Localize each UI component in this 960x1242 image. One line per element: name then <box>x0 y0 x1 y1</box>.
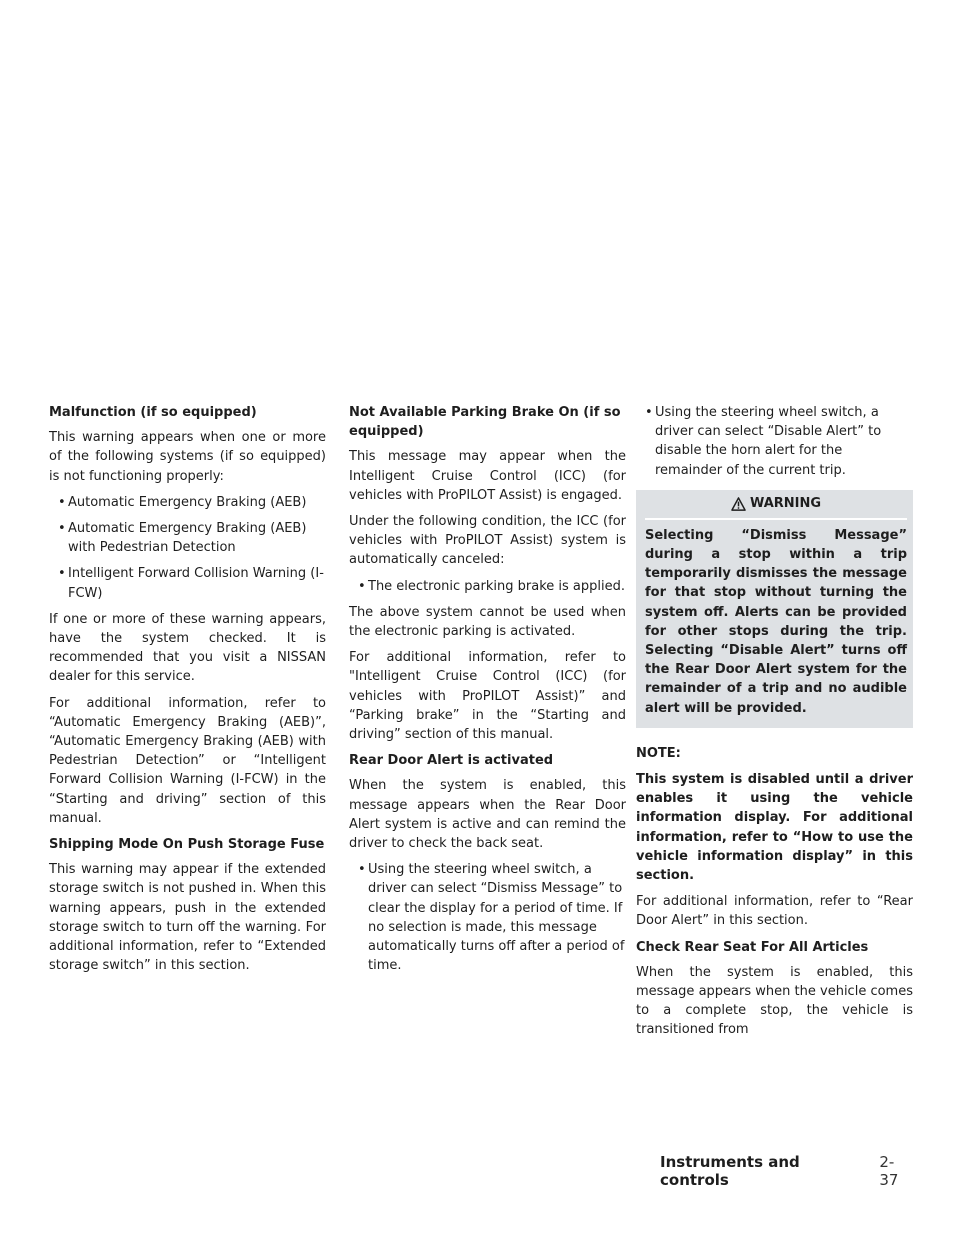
list-item-text: Automatic Emergency Braking (AEB) with Pedestrian Detection <box>68 521 307 556</box>
paragraph: Under the following condition, the ICC (for vehicles with ProPILOT Assist) system is automatically canceled: <box>349 514 626 568</box>
paragraph: The above system cannot be used when the electronic parking is activated. <box>349 604 626 640</box>
paragraph: This warning may appear if the extended storage switch is not pushed in. When this warning appears, push in the extended storage switch to turn off the warning. For additional information, refer to “Extended storage switch” in this section. <box>49 862 326 974</box>
paragraph: If one or more of these warning appears, have the system checked. It is recommended that you visit a NISSAN dealer for this service. <box>49 611 326 685</box>
heading-parking-brake: Not Available Parking Brake On (if so equipped) <box>349 405 621 440</box>
list-item: • Automatic Emergency Braking (AEB) with Pedestrian Detection <box>49 519 326 557</box>
column-3 <box>636 403 913 1047</box>
column-1 <box>49 403 326 982</box>
list-item: • The electronic parking brake is applied. <box>349 577 626 596</box>
paragraph: This message may appear when the Intelligent Cruise Control (ICC) (for vehicles with ProPILOT Assist) is engaged. <box>349 449 626 503</box>
column-2 <box>349 403 626 982</box>
note-text: This system is disabled until a driver enables it using the vehicle information display. For additional information, refer to “How to use the vehicle information display” in this section. <box>636 772 913 884</box>
warning-box <box>636 490 913 728</box>
list-item: • Using the steering wheel switch, a driver can select “Disable Alert” to disable the horn alert for the remainder of the current trip. <box>636 403 913 480</box>
warning-triangle-icon <box>731 497 746 511</box>
list-item-text: Automatic Emergency Braking (AEB) <box>68 494 307 510</box>
paragraph: For additional information, refer to "Intelligent Cruise Control (ICC) (for vehicles with ProPILOT Assist)” and “Parking brake” in the “Starting and driving” section of this manual. <box>349 650 626 743</box>
paragraph: When the system is enabled, this message appears when the vehicle comes to a complete stop, the vehicle is transitioned from <box>636 964 913 1038</box>
heading-check-rear-seat: Check Rear Seat For All Articles <box>636 939 869 955</box>
list-item: • Using the steering wheel switch, a driver can select “Dismiss Message” to clear the display for a period of time. If no selection is made, this message automatically turns off after a period of time. <box>349 860 626 975</box>
list-item: • Automatic Emergency Braking (AEB) <box>49 493 326 512</box>
heading-shipping-mode: Shipping Mode On Push Storage Fuse <box>49 837 325 853</box>
list-item-text: Using the steering wheel switch, a driver can select “Dismiss Message” to clear the display for a period of time. If no selection is made, this message automatically turns off after a period of time. <box>368 862 625 974</box>
list-item: • Intelligent Forward Collision Warning (I-FCW) <box>49 564 326 602</box>
heading-rear-door-alert: Rear Door Alert is activated <box>349 753 554 769</box>
section-title: Instruments and controls <box>660 1153 800 1189</box>
warning-title: WARNING <box>749 496 822 512</box>
paragraph: This warning appears when one or more of the following systems (if so equipped) is not functioning properly: <box>49 430 326 484</box>
paragraph: For additional information, refer to “Rear Door Alert” in this section. <box>636 894 913 929</box>
list-item-text: The electronic parking brake is applied. <box>368 578 625 594</box>
page-number: 2-37 <box>879 1153 899 1189</box>
warning-text: Selecting “Dismiss Message” during a stop within a trip temporarily dismisses the message for that stop without turning the system off. Alerts can be provided for other stops during the trip. Selecting “Disable Alert” turns off the Rear Door Alert system for the remainder of a trip and no audible alert will be provided. <box>645 518 907 718</box>
list-item-text: Using the steering wheel switch, a driver can select “Disable Alert” to disable the horn alert for the remainder of the current trip. <box>655 405 882 478</box>
heading-malfunction: Malfunction (if so equipped) <box>49 405 257 420</box>
note-label: NOTE: <box>636 745 681 761</box>
page-footer <box>660 1153 913 1189</box>
paragraph: When the system is enabled, this message appears when the Rear Door Alert system is active and can remind the driver to check the back seat. <box>349 778 626 852</box>
paragraph: For additional information, refer to “Automatic Emergency Braking (AEB)”, “Automatic Emergency Braking (AEB) with Pedestrian Detection” or “Intelligent Forward Collision Warning (I-FCW) in the “Starting and driving” section of this manual. <box>49 695 326 826</box>
warning-header <box>645 490 907 518</box>
list-item-text: Intelligent Forward Collision Warning (I-FCW) <box>68 566 324 601</box>
